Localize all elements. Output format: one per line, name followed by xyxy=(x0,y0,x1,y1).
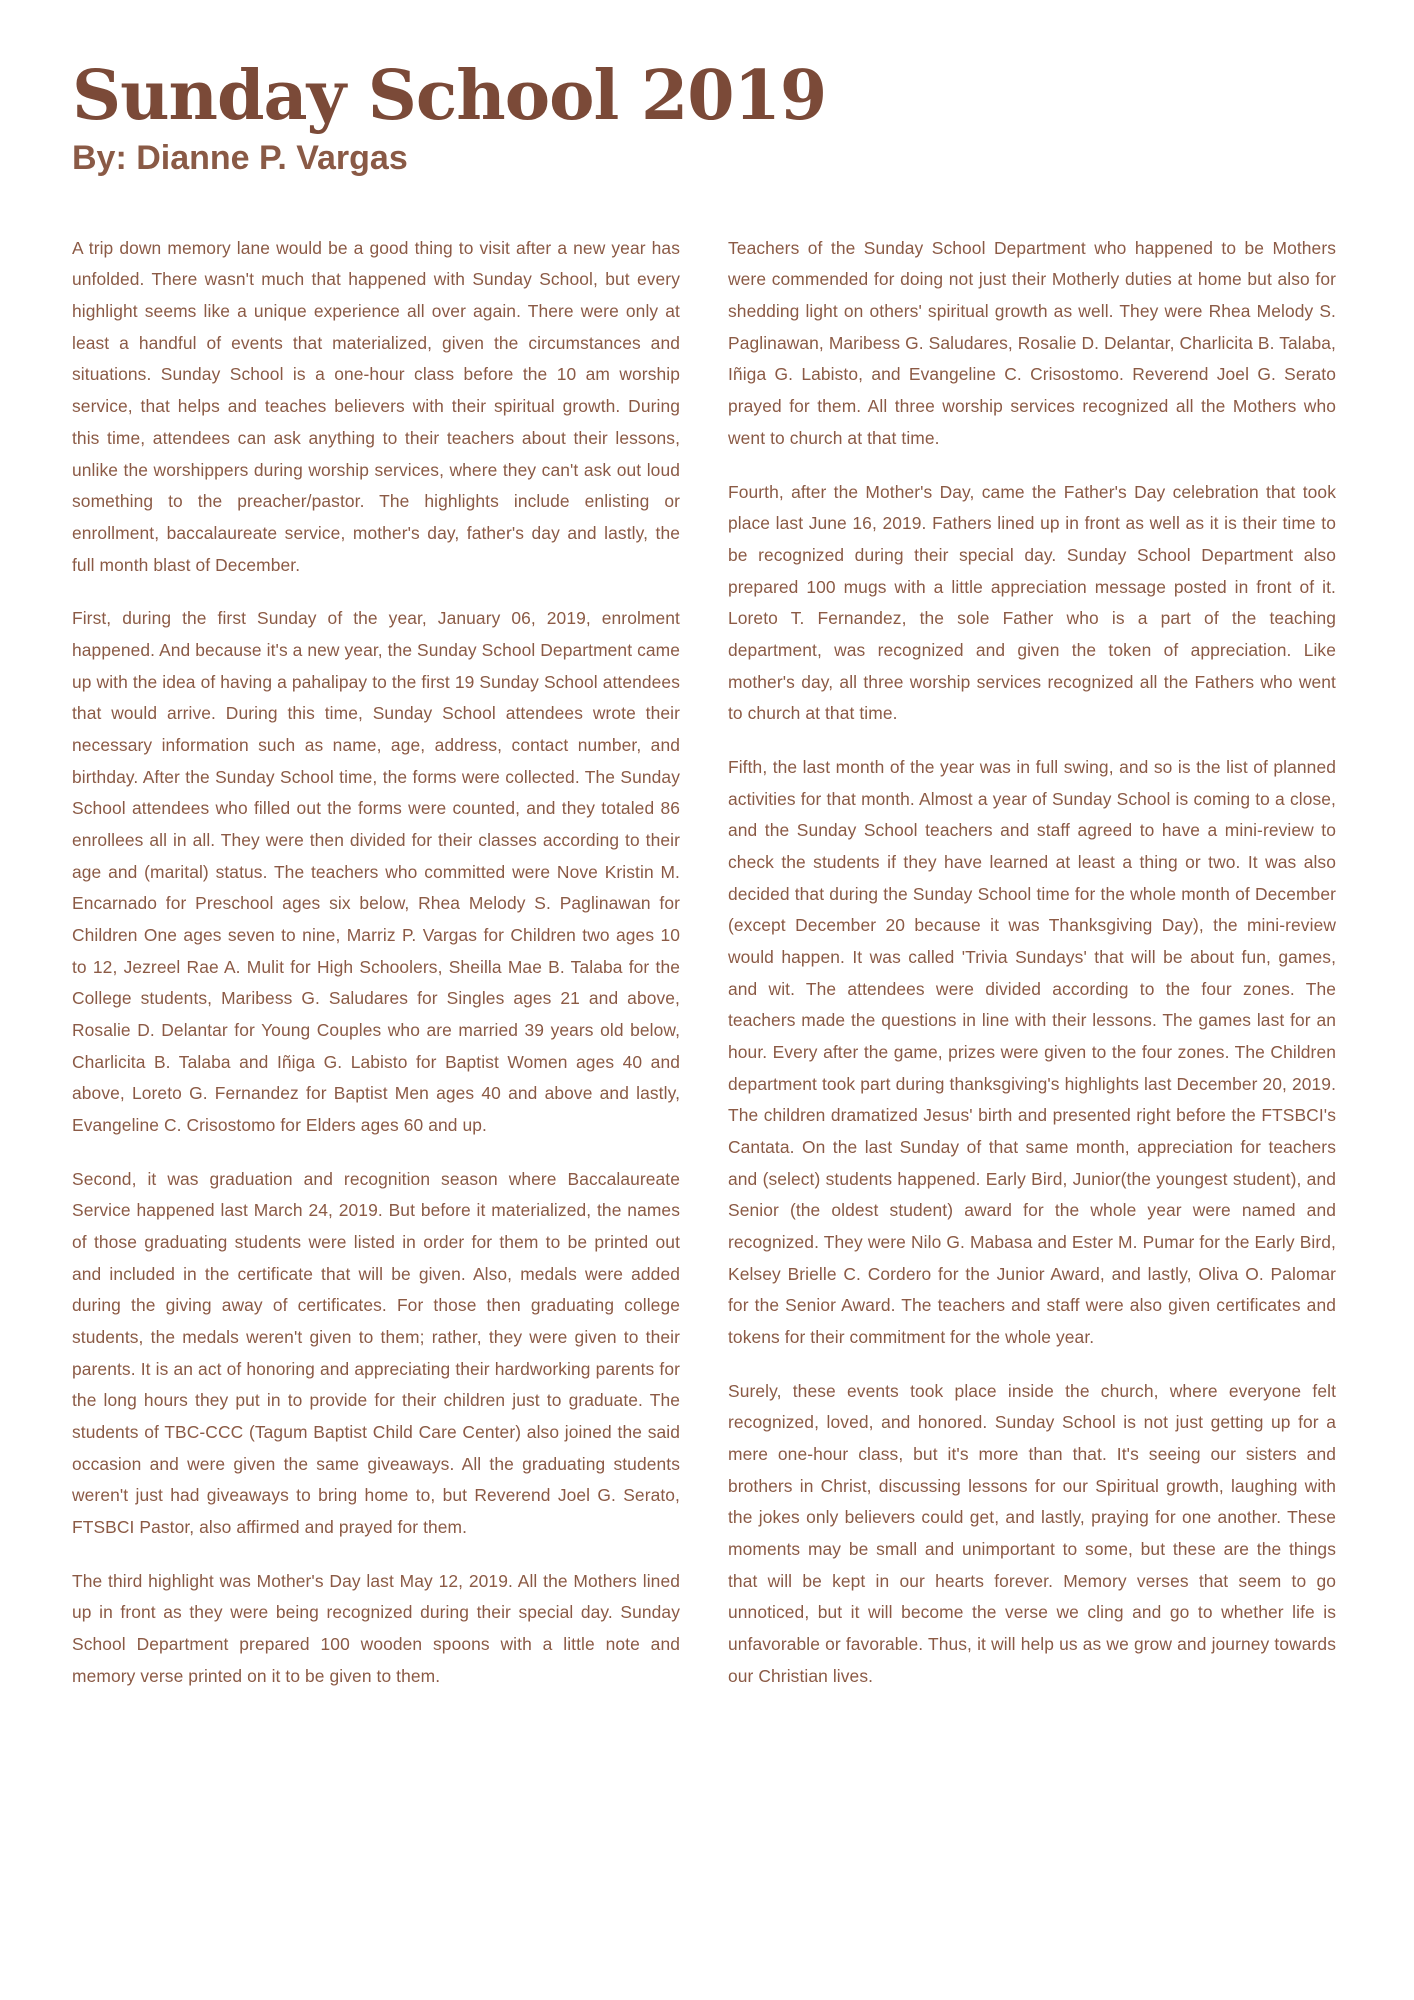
author-byline: By: Dianne P. Vargas xyxy=(72,139,408,177)
paragraph: A trip down memory lane would be a good thing to visit after a new year has unfolded. There wasn't much that happened with Sunday School, but every highlight seems like a unique experience all over again. There were only at least a handful of events that materialized, given the circumstances and situations. Sunday School is a one-hour class before the 10 am worship service, that helps and teaches believers with their spiritual growth. During this time, attendees can ask anything to their teachers about their lessons, unlike the worshippers during worship services, where they can't ask out loud something to the preacher/pastor. The highlights include enlisting or enrollment, baccalaureate service, mother's day, father's day and lastly, the full month blast of December. xyxy=(72,237,680,575)
paragraph: First, during the first Sunday of the year, January 06, 2019, enrolment happened. And because it's a new year, the Sunday School Department came up with the idea of having a pahalipay to the first 19 Sunday School attendees that would arrive. During this time, Sunday School attendees wrote their necessary information such as name, age, address, contact number, and birthday. After the Sunday School time, the forms were collected. The Sunday School attendees who filled out the forms were counted, and they totaled 86 enrollees all in all. They were then divided for their classes according to their age and (marital) status. The teachers who committed were Nove Kristin M. Encarnado for Preschool ages six below, Rhea Melody S. Paglinawan for Children One ages seven to nine, Marriz P. Vargas for Children two ages 10 to 12, Jezreel Rae A. Mulit for High Schoolers, Sheilla Mae B. Talaba for the College students, Maribess G. Saludares for Singles ages 21 and above, Rosalie D. Delantar for Young Couples who are married 39 years old below, Charlicita B. Talaba and Iñiga G. Labisto for Baptist Women ages 40 and above, Loreto G. Fernandez for Baptist Men ages 40 and above and lastly, Evangeline C. Crisostomo for Elders ages 60 and up. xyxy=(72,608,680,1135)
paragraph: Second, it was graduation and recognition season where Baccalaureate Service happened last March 24, 2019. But before it materialized, the names of those graduating students were listed in order for them to be printed out and included in the certificate that will be given. Also, medals were added during the giving away of certificates. For those then graduating college students, the medals weren't given to them; rather, they were given to their parents. It is an act of honoring and appreciating their hardworking parents for the long hours they put in to provide for their children just to graduate. The students of TBC-CCC (Tagum Baptist Child Care Center) also joined the said occasion and were given the same giveaways. All the graduating students weren't just had giveaways to bring home to, but Reverend Joel G. Serato, FTSBCI Pastor, also affirmed and prayed for them. xyxy=(72,1168,680,1537)
article-columns xyxy=(72,233,1342,1693)
paragraph: Fifth, the last month of the year was in full swing, and so is the list of planned activities for that month. Almost a year of Sunday School is coming to a close, and the Sunday School teachers and staff agreed to have a mini-review to check the students if they have learned at least a thing or two. It was also decided that during the Sunday School time for the whole month of December (except December 20 because it was Thanksgiving Day), the mini-review would happen. It was called 'Trivia Sundays' that will be about fun, games, and wit. The attendees were divided according to the four zones. The teachers made the questions in line with their lessons. The games last for an hour. Every after the game, prizes were given to the four zones. The Children department took part during thanksgiving's highlights last December 20, 2019. The children dramatized Jesus' birth and presented right before the FTSBCI's Cantata. On the last Sunday of that same month, appreciation for teachers and (select) students happened. Early Bird, Junior(the youngest student), and Senior (the oldest student) award for the whole year were named and recognized. They were Nilo G. Mabasa and Ester M. Pumar for the Early Bird, Kelsey Brielle C. Cordero for the Junior Award, and lastly, Oliva O. Palomar for the Senior Award. The teachers and staff were also given certificates and tokens for their commitment for the whole year. xyxy=(728,756,1336,1347)
right-column xyxy=(728,233,1336,1693)
page-title: Sunday School 2019 xyxy=(72,56,827,136)
paragraph: Fourth, after the Mother's Day, came the Father's Day celebration that took place last June 16, 2019. Fathers lined up in front as well as it is their time to be recognized during their special day. Sunday School Department also prepared 100 mugs with a little appreciation message posted in front of it. Loreto T. Fernandez, the sole Father who is a part of the teaching department, was recognized and given the token of appreciation. Like mother's day, all three worship services recognized all the Fathers who went to church at that time. xyxy=(728,481,1336,724)
paragraph: Surely, these events took place inside the church, where everyone felt recognized, loved, and honored. Sunday School is not just getting up for a mere one-hour class, but it's more than that. It's seeing our sisters and brothers in Christ, discussing lessons for our Spiritual growth, laughing with the jokes only believers could get, and lastly, praying for one another. These moments may be small and unimportant to some, but these are the things that will be kept in our hearts forever. Memory verses that seem to go unnoticed, but it will become the verse we cling and go to whether life is unfavorable or favorable. Thus, it will help us as we grow and journey towards our Christian lives. xyxy=(728,1380,1336,1686)
paragraph: The third highlight was Mother's Day last May 12, 2019. All the Mothers lined up in front as they were being recognized during their special day. Sunday School Department prepared 100 wooden spoons with a little note and memory verse printed on it to be given to them. xyxy=(72,1570,680,1686)
paragraph: Teachers of the Sunday School Department who happened to be Mothers were commended for doing not just their Motherly duties at home but also for shedding light on others' spiritual growth as well. They were Rhea Melody S. Paglinawan, Maribess G. Saludares, Rosalie D. Delantar, Charlicita B. Talaba, Iñiga G. Labisto, and Evangeline C. Crisostomo. Reverend Joel G. Serato prayed for them. All three worship services recognized all the Mothers who went to church at that time. xyxy=(728,237,1336,448)
left-column xyxy=(72,233,680,1693)
